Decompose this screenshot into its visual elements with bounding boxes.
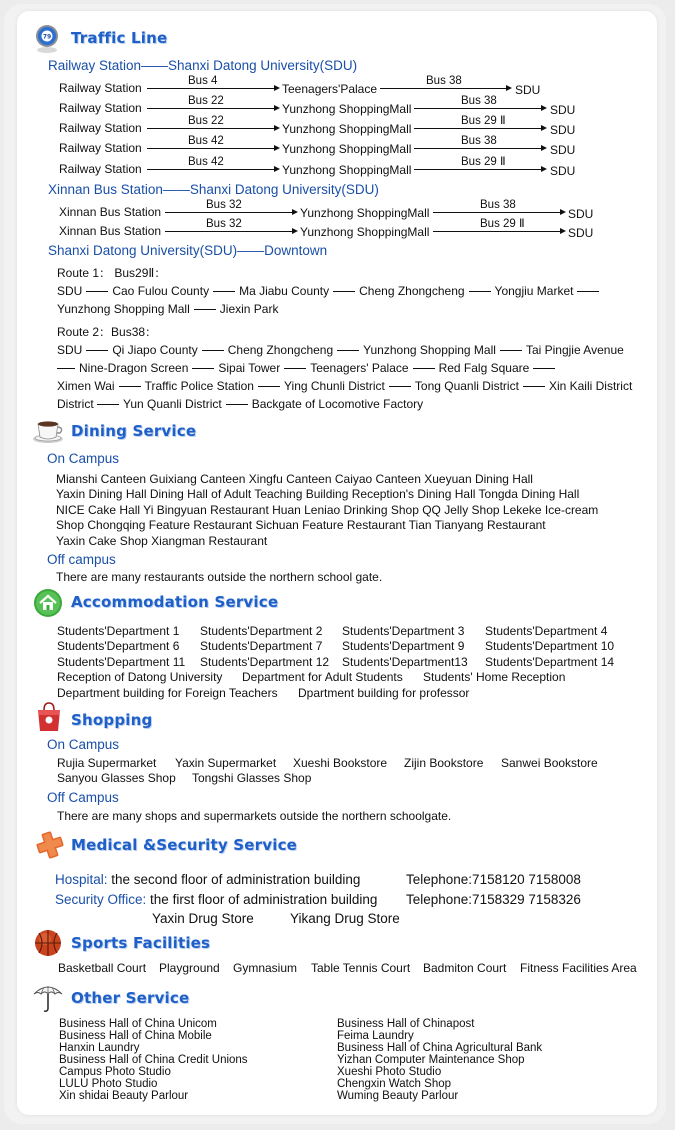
other-service-item: Business Hall of China Mobile (59, 1030, 212, 1042)
hospital-location: the second floor of administration building (107, 872, 361, 887)
route-2-stop: Cheng Zhongcheng (227, 343, 334, 357)
security-location: the first floor of administration building (146, 892, 378, 907)
bus-number: Bus 29 Ⅱ (461, 156, 506, 168)
shop-item: Sanwei Bookstore (501, 756, 598, 770)
accommodation-item: Students'Department13 (342, 655, 468, 669)
bus-number: Bus 4 (188, 75, 218, 87)
shopping-on-campus-label: On Campus (47, 737, 120, 752)
accommodation-item: Students'Department 6 (57, 639, 180, 653)
bus-number: Bus 38 (426, 75, 462, 87)
route-arrow (147, 148, 278, 149)
route-1-line-1 (57, 284, 603, 298)
sports-item: Playground (159, 961, 220, 975)
sports-item: Fitness Facilities Area (520, 961, 637, 975)
accommodation-item: Dpartment building for professor (298, 686, 470, 700)
accommodation-item: Students' Home Reception (423, 670, 566, 684)
other-service-item: Xueshi Photo Studio (337, 1066, 442, 1078)
route-transfer: Yunzhong ShoppingMall (300, 206, 430, 220)
bus-number: Bus 32 (206, 199, 242, 211)
route-2-line-2 (57, 361, 559, 375)
accommodation-item: Department for Adult Students (242, 670, 403, 684)
dining-off-campus-text: There are many restaurants outside the northern school gate. (56, 570, 383, 584)
route-2-stop: Red Falg Square (438, 361, 530, 375)
shop-item: Yaxin Supermarket (175, 756, 277, 770)
route-2-stop: Tong Quanli District (414, 379, 519, 393)
dining-line: Yaxin Cake Shop Xiangman Restaurant (56, 534, 268, 548)
route-origin: Railway Station (59, 141, 142, 155)
route-origin: Railway Station (59, 121, 142, 135)
coffee-cup-icon (32, 418, 66, 444)
other-service-item: Business Hall of Chinapost (337, 1018, 475, 1030)
route-arrow (165, 212, 296, 213)
route-arrow (433, 212, 564, 213)
route-2-line-3 (57, 379, 632, 393)
other-service-item: Wuming Beauty Parlour (337, 1090, 459, 1102)
route-transfer: Yunzhong ShoppingMall (300, 225, 430, 239)
accommodation-item: Department building for Foreign Teachers (57, 686, 278, 700)
shop-item: Xueshi Bookstore (293, 756, 388, 770)
route-2-district-prefix: District (57, 397, 94, 411)
route-1-label: Route 1： Bus29Ⅱ： (57, 266, 167, 280)
route-a-title: Railway Station——Shanxi Datong University(SDU) (48, 58, 358, 73)
other-service-item: Hanxin Laundry (59, 1042, 140, 1054)
route-arrow (147, 169, 278, 170)
umbrella-icon (31, 982, 65, 1014)
route-arrow (433, 231, 564, 232)
route-2-stop: Yunzhong Shopping Mall (363, 343, 496, 357)
route-arrow (414, 169, 545, 170)
sports-item: Basketball Court (58, 961, 147, 975)
route-1-stop: SDU (57, 284, 83, 298)
other-service-item: Yizhan Computer Maintenance Shop (337, 1054, 525, 1066)
route-2-stop: Ying Chunli District (283, 379, 385, 393)
dining-on-campus-label: On Campus (47, 451, 120, 466)
security-telephone: Telephone:7158329 7158326 (406, 892, 581, 907)
route-1-stop: Yongjiu Market (494, 284, 574, 298)
other-service-item: Feima Laundry (337, 1030, 414, 1042)
route-transfer: Yunzhong ShoppingMall (282, 122, 412, 136)
bus-number: Bus 29 Ⅱ (461, 115, 506, 127)
bus-number: Bus 38 (461, 95, 497, 107)
route-2-stop: Xin Kaili District (548, 379, 633, 393)
route-destination: SDU (550, 103, 576, 117)
route-2-line-1 (57, 343, 624, 357)
dining-line: NICE Cake Hall Yi Bingyuan Restaurant Huan Leniao Drinking Shop QQ Jelly Shop Lekeke Ice-cream (56, 503, 599, 517)
drug-store: Yikang Drug Store (290, 911, 400, 926)
accommodation-item: Students'Department 3 (342, 624, 465, 638)
security-label: Security Office: (55, 892, 147, 907)
hospital-label: Hospital: (55, 872, 108, 887)
shopping-off-campus-label: Off Campus (47, 790, 119, 805)
accommodation-item: Students'Department 14 (485, 655, 615, 669)
hospital-row (55, 872, 360, 888)
accommodation-item: Students'Department 4 (485, 624, 608, 638)
svg-text:79: 79 (42, 33, 52, 41)
dining-line: Mianshi Canteen Guixiang Canteen Xingfu Canteen Caiyao Canteen Xueyuan Dining Hall (56, 472, 533, 486)
security-row (55, 892, 377, 908)
route-transfer: Yunzhong ShoppingMall (282, 102, 412, 116)
route-transfer: Yunzhong ShoppingMall (282, 142, 412, 156)
route-arrow (147, 88, 278, 89)
sports-item: Gymnasium (233, 961, 298, 975)
route-arrow (414, 128, 545, 129)
accommodation-item: Students'Department 10 (485, 639, 615, 653)
other-service-item: LULU Photo Studio (59, 1078, 158, 1090)
other-service-item: Campus Photo Studio (59, 1066, 171, 1078)
bus-number: Bus 38 (480, 199, 516, 211)
shop-item: Zijin Bookstore (404, 756, 484, 770)
bus-number: Bus 38 (461, 135, 497, 147)
accommodation-item: Students'Department 9 (342, 639, 465, 653)
route-arrow (380, 88, 510, 89)
bus-number: Bus 29 Ⅱ (480, 218, 525, 230)
route-2-stop: Traffic Police Station (144, 379, 254, 393)
bus-number: Bus 22 (188, 95, 224, 107)
other-service-item: Business Hall of China Agricultural Bank (337, 1042, 543, 1054)
route-c-title: Shanxi Datong University(SDU)——Downtown (48, 243, 328, 258)
shopping-bag-icon (35, 701, 63, 733)
route-origin: Railway Station (59, 162, 142, 176)
route-1-stop: Ma Jiabu County (239, 284, 330, 298)
route-2-stop: SDU (57, 343, 83, 357)
route-arrow (414, 108, 545, 109)
shop-item: Rujia Supermarket (57, 756, 157, 770)
sports-heading: Sports Facilities (71, 934, 211, 952)
bus-number: Bus 42 (188, 135, 224, 147)
shopping-heading: Shopping (71, 711, 153, 729)
route-destination: SDU (568, 226, 594, 240)
accommodation-item: Reception of Datong University (57, 670, 223, 684)
bus-number: Bus 32 (206, 218, 242, 230)
route-transfer: Yunzhong ShoppingMall (282, 163, 412, 177)
hospital-telephone: Telephone:7158120 7158008 (406, 872, 581, 887)
route-origin: Railway Station (59, 101, 142, 115)
other-service-item: Business Hall of China Unicom (59, 1018, 217, 1030)
route-destination: SDU (515, 83, 541, 97)
other-service-item: Xin shidai Beauty Parlour (59, 1090, 189, 1102)
accommodation-item: Students'Department 12 (200, 655, 330, 669)
route-2-stop: Backgate of Locomotive Factory (251, 397, 424, 411)
drug-store: Yaxin Drug Store (152, 911, 254, 926)
route-1-stop: Jiexin Park (219, 302, 279, 316)
accommodation-item: Students'Department 1 (57, 624, 180, 638)
route-2-stop: Yun Quanli District (123, 397, 222, 411)
other-heading: Other Service (71, 989, 190, 1007)
route-origin: Railway Station (59, 81, 142, 95)
home-icon (33, 588, 63, 618)
route-origin: Xinnan Bus Station (59, 224, 162, 238)
route-2-label: Route 2：Bus38： (57, 325, 158, 339)
bus-stop-sign-icon (32, 24, 62, 54)
accommodation-item: Students'Department 7 (200, 639, 323, 653)
dining-line: Shop Chongqing Feature Restaurant Sichuan Feature Restaurant Tian Tianyang Restaurant (56, 518, 546, 532)
route-arrow (414, 148, 545, 149)
route-2-stop: Tai Pingjie Avenue (525, 343, 624, 357)
other-service-item: Chengxin Watch Shop (337, 1078, 452, 1090)
medical-heading: Medical &Security Service (71, 836, 298, 854)
accommodation-heading: Accommodation Service (71, 593, 279, 611)
route-arrow (147, 108, 278, 109)
bus-number: Bus 42 (188, 156, 224, 168)
route-b-title: Xinnan Bus Station——Shanxi Datong University(SDU) (48, 182, 379, 197)
shop-item: Tongshi Glasses Shop (192, 771, 312, 785)
route-origin: Xinnan Bus Station (59, 205, 162, 219)
sports-item: Badmiton Court (423, 961, 507, 975)
route-1-stop: Cheng Zhongcheng (359, 284, 465, 298)
route-destination: SDU (550, 164, 576, 178)
route-destination: SDU (568, 207, 594, 221)
shopping-off-campus-text: There are many shops and supermarkets outside the northern schoolgate. (57, 809, 452, 823)
dining-off-campus-label: Off campus (47, 552, 116, 567)
route-2-stop: Teenagers' Palace (310, 361, 409, 375)
other-service-item: Business Hall of China Credit Unions (59, 1054, 248, 1066)
route-2-line-4 (57, 397, 423, 411)
route-2-stop: Nine-Dragon Screen (79, 361, 189, 375)
route-1-stop: Cao Fulou County (112, 284, 210, 298)
route-1-stop: Yunzhong Shopping Mall (57, 302, 190, 316)
bus-number: Bus 22 (188, 115, 224, 127)
route-destination: SDU (550, 143, 576, 157)
route-2-stop: Qi Jiapo County (112, 343, 198, 357)
route-2-stop: Ximen Wai (57, 379, 115, 393)
route-arrow (165, 231, 296, 232)
medical-cross-icon (33, 830, 67, 860)
route-destination: SDU (550, 123, 576, 137)
route-1-line-2 (57, 302, 278, 316)
basketball-icon (33, 928, 63, 958)
traffic-line-heading: Traffic Line (71, 29, 168, 47)
sports-item: Table Tennis Court (311, 961, 411, 975)
shop-item: Sanyou Glasses Shop (57, 771, 176, 785)
accommodation-item: Students'Department 2 (200, 624, 323, 638)
route-arrow (147, 128, 278, 129)
dining-line: Yaxin Dining Hall Dining Hall of Adult Teaching Building Reception's Dining Hall Tongda Dining Hall (56, 487, 580, 501)
route-2-stop: Sipai Tower (218, 361, 281, 375)
accommodation-item: Students'Department 11 (57, 655, 186, 669)
dining-heading: Dining Service (71, 422, 197, 440)
route-transfer: Teenagers'Palace (282, 82, 378, 96)
